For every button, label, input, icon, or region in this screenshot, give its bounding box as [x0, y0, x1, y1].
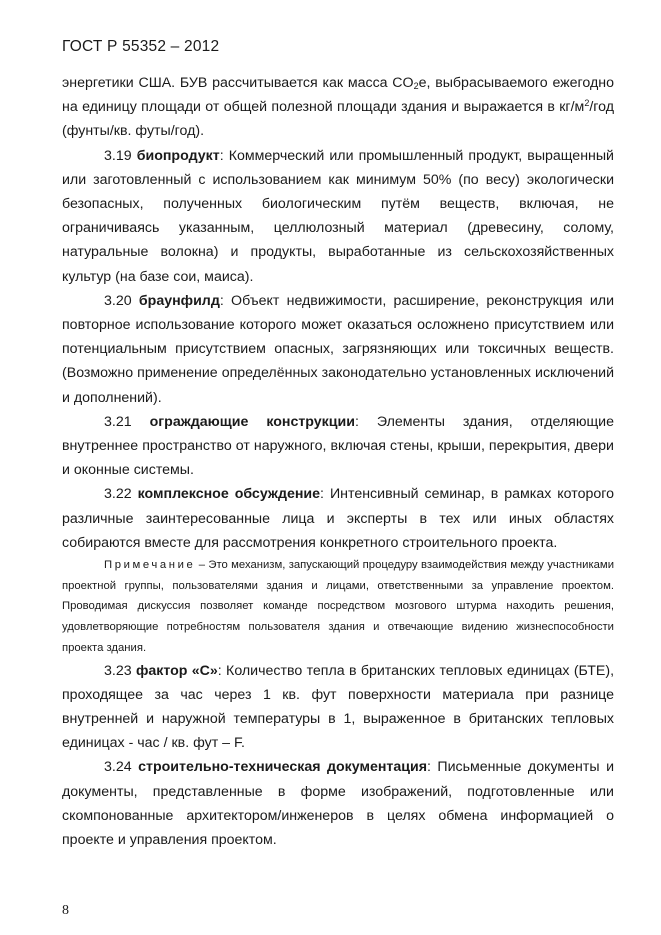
definition-3-23: [62, 659, 614, 756]
definition-text: : Элементы здания, отделяющие внутреннее пространство от наружного, включая стены, крыши, перекрытия, двери и оконные системы.: [62, 413, 614, 479]
clause-number: 3.24: [104, 759, 139, 776]
definition-3-19: [62, 144, 614, 289]
paragraph-text: /год (фунты/кв. футы/год).: [62, 99, 614, 140]
clause-number: 3.21: [104, 413, 150, 430]
clause-number: 3.19: [104, 147, 137, 164]
page-number: 8: [62, 903, 69, 918]
term: ограждающие конструкции: [149, 413, 355, 430]
term: биопродукт: [136, 147, 220, 164]
superscript: 2: [584, 98, 590, 109]
term: браунфилд: [138, 292, 220, 309]
document-header: ГОСТ Р 55352 – 2012: [62, 38, 220, 55]
paragraph-text: энергетики США. БУВ рассчитывается как масса CO: [62, 75, 414, 91]
definition-3-22: [62, 482, 614, 555]
term: фактор «С»: [135, 662, 218, 679]
definition-text: : Объект недвижимости, расширение, реконструкция или повторное использование которого может оказаться осложнено присутствием или потенциальным присутствием опасных, загрязняющих или токсичных веществ. (Возможно применение определённых законодательно установленных исключений и дополнений).: [62, 292, 614, 406]
definition-3-20: [62, 289, 614, 410]
clause-number: 3.22: [104, 486, 138, 503]
term: комплексное обсуждение: [137, 486, 321, 503]
document-body: [62, 71, 614, 852]
note-label: Примечание: [104, 559, 196, 572]
definition-text: : Интенсивный семинар, в рамках которого различные заинтересованные лица и эксперты в тех или иных областях собираются вместе для рассмотрения конкретного строительного проекта.: [62, 486, 614, 551]
paragraph-text: е, выбрасываемого ежегодно на единицу площади от общей полезной площади здания и выражается в кг/м: [62, 75, 614, 116]
clause-number: 3.20: [104, 292, 139, 309]
term: строительно-техническая документация: [138, 759, 427, 776]
definition-3-24: [62, 755, 614, 852]
definition-text: : Письменные документы и документы, представленные в форме изображений, подготовленные или скомпонованные архитектором/инженеров в целях обмена информацией о проекте и управления проектом.: [62, 759, 614, 848]
definition-3-21: [62, 410, 614, 483]
note-3-22: [62, 555, 614, 659]
paragraph-continued: [62, 71, 614, 144]
subscript: 2: [413, 81, 419, 91]
note-text: – Это механизм, запускающий процедуру взаимодействия между участниками проектной группы, пользователями здания и лицами, ответственными за управление проектом. Проводимая дискуссия позволяет команде посредством мозгового штурма находить решения, удовлетворяющие потребностям пользователя здания и отвечающие видению жизнеспособности проекта здания.: [62, 559, 614, 654]
clause-number: 3.23: [104, 662, 136, 679]
definition-text: : Коммерческий или промышленный продукт, выращенный или заготовленный с использованием как минимум 50% (по весу) экологически безопасных, полученных биологическим путём веществ, включая, не ограничиваясь указанным, целлюлозный материал (древесину, солому, натуральные волокна) и продукты, выработанные из сельскохозяйственных культур (на базе сои, маиса).: [62, 147, 614, 285]
definition-text: : Количество тепла в британских тепловых единицах (БТЕ), проходящее за час через 1 кв. фут поверхности материала при разнице внутренней и наружной температуры в 1, выраженное в британских тепловых единицах - час / кв. фут – F.: [62, 662, 615, 752]
